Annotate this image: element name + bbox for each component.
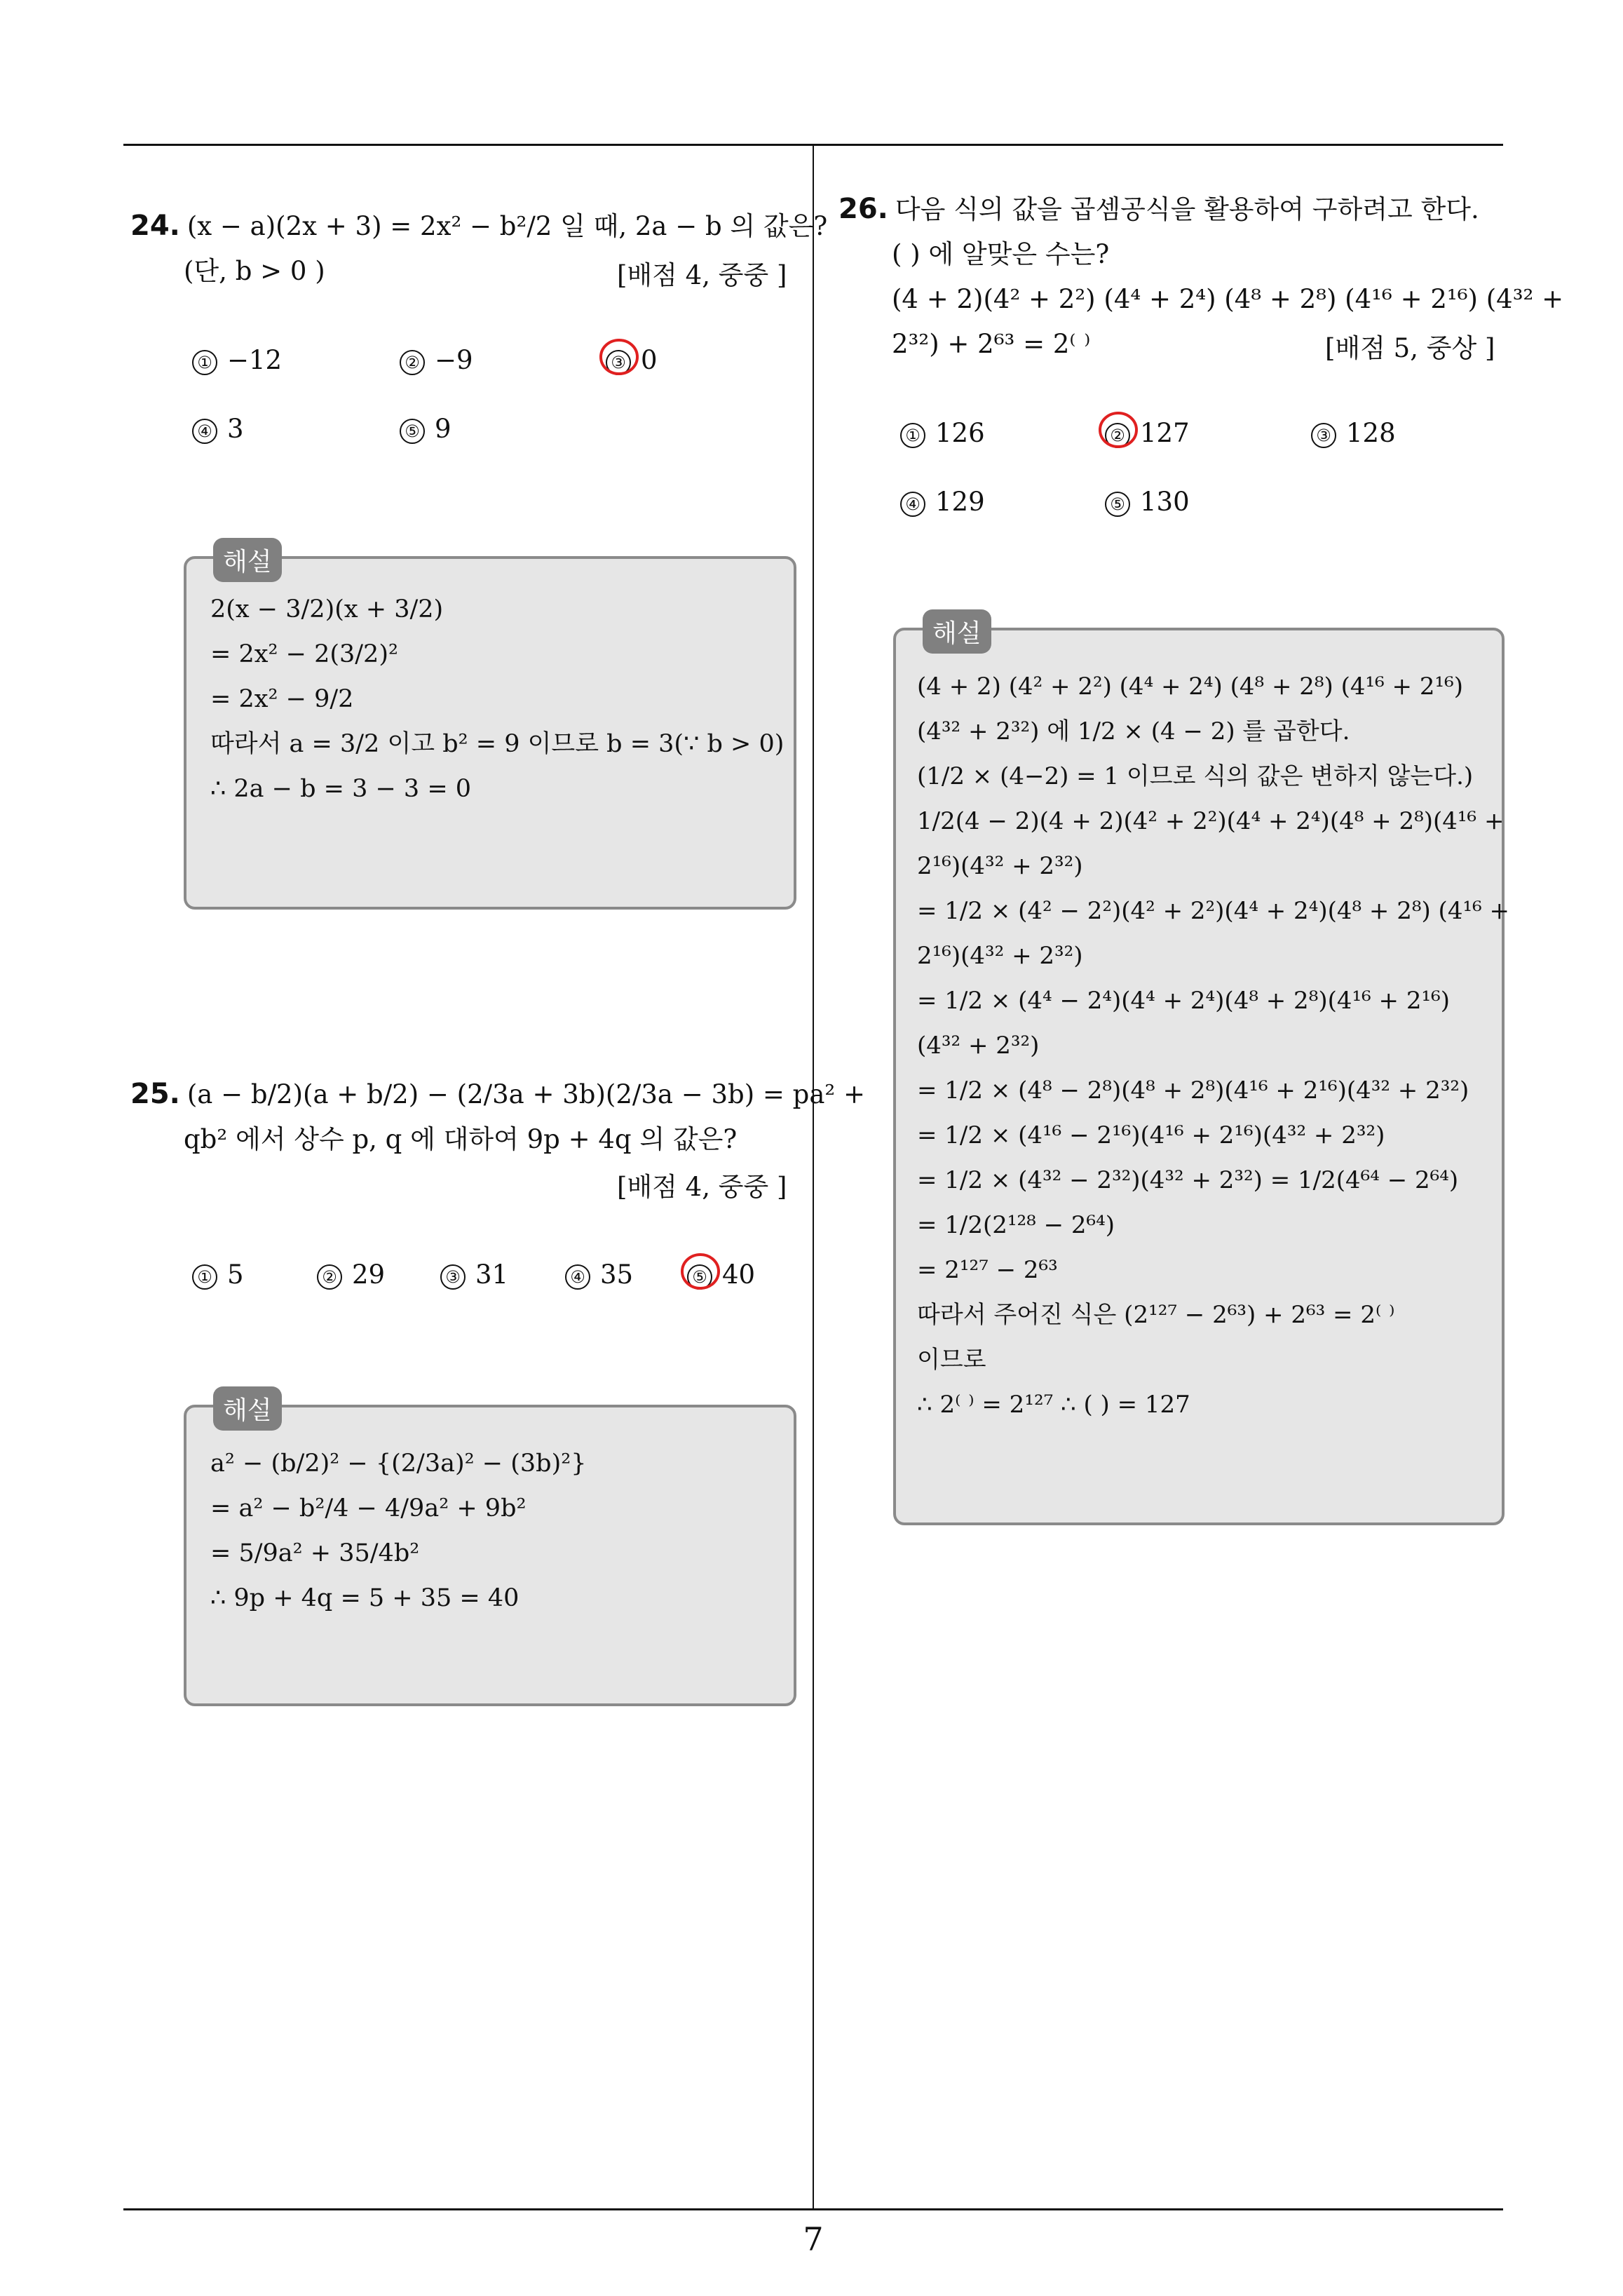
solution-line: = 1/2(2¹²⁸ − 2⁶⁴) [917,1211,1115,1239]
solution-line: 따라서 주어진 식은 (2¹²⁷ − 2⁶³) + 2⁶³ = 2⁽ ⁾ [917,1301,1395,1329]
choice-value: 9 [435,414,451,444]
solution-line: (1/2 × (4−2) = 1 이므로 식의 값은 변하지 않는다.) [917,762,1474,790]
choice-mark: ③ [1311,423,1336,448]
choice-mark: ② [1105,423,1130,448]
solution-line: = 2x² − 9/2 [210,685,354,713]
choice-value: 29 [352,1260,386,1290]
solution-lines [210,587,784,811]
choice-mark: ① [900,423,925,448]
solution-line: = 1/2 × (4³² − 2³²)(4³² + 2³²) = 1/2(4⁶⁴ − 2⁶⁴) [917,1166,1459,1194]
choice-value: 31 [475,1260,509,1290]
solution-line: = 2x² − 2(3/2)² [210,640,399,668]
grade-label: [배점 5, 중상 ] [1325,333,1495,363]
question-stem-cont: ( ) 에 알맞은 수는? [892,239,1110,269]
choice-mark: ② [400,350,425,375]
solution-lines [917,664,1509,1427]
choice-value: −9 [435,345,473,375]
choice-mark: ④ [565,1264,590,1290]
solution-line: = 5/9a² + 35/4b² [210,1539,420,1567]
solution-line: a² − (b/2)² − {(2/3a)² − (3b)²} [210,1450,587,1478]
choice-value: 5 [227,1260,244,1290]
grade-label: [배점 4, 중중 ] [617,260,787,290]
solution-line: = 1/2 × (4² − 2²)(4² + 2²)(4⁴ + 2⁴)(4⁸ + 2⁸) (4¹⁶ + [917,897,1510,925]
solution-line: (4 + 2) (4² + 2²) (4⁴ + 2⁴) (4⁸ + 2⁸) (4¹⁶ + 2¹⁶) [917,673,1464,701]
question-stem-cont: (단, b > 0 ) [184,256,325,286]
page-number: 7 [803,2220,824,2258]
solution-tag: 해설 [213,538,282,582]
choice-mark: ⑤ [687,1264,712,1290]
grade-label: [배점 4, 중중 ] [617,1172,787,1202]
choice-mark: ④ [900,492,925,517]
solution-tag: 해설 [213,1386,282,1431]
choice-4[interactable] [192,414,244,444]
choice-value: 3 [227,414,244,444]
choice-2[interactable] [317,1260,385,1290]
choice-3[interactable] [1311,418,1396,448]
choice-5[interactable] [687,1260,755,1290]
choice-mark: ⑤ [1105,492,1130,517]
choice-1[interactable] [192,1260,244,1290]
solution-line: = 1/2 × (4¹⁶ − 2¹⁶)(4¹⁶ + 2¹⁶)(4³² + 2³²) [917,1121,1385,1149]
solution-line: ∴ 9p + 4q = 5 + 35 = 40 [210,1584,520,1612]
choice-mark: ② [317,1264,342,1290]
question-stem: (a − b/2)(a + b/2) − (2/3a + 3b)(2/3a − 3b) = pa² + [186,1079,865,1109]
choice-value: 127 [1140,418,1190,448]
choice-mark: ④ [192,419,217,444]
solution-line: (4³² + 2³²) 에 1/2 × (4 − 2) 를 곱한다. [917,717,1350,745]
solution-line: = 2¹²⁷ − 2⁶³ [917,1256,1058,1284]
choice-value: −12 [227,345,283,375]
solution-tag: 해설 [923,609,991,654]
solution-line: 2¹⁶)(4³² + 2³²) [917,852,1083,880]
choice-1[interactable] [192,345,282,375]
choice-mark: ③ [440,1264,466,1290]
solution-line: ∴ 2⁽ ⁾ = 2¹²⁷ ∴ ( ) = 127 [917,1391,1190,1419]
solution-line: = 1/2 × (4⁸ − 2⁸)(4⁸ + 2⁸)(4¹⁶ + 2¹⁶)(4³² + 2³²) [917,1076,1469,1105]
question-stem: (x − a)(2x + 3) = 2x² − b²/2 일 때, 2a − b 의 값은? [186,211,828,241]
solution-line: ∴ 2a − b = 3 − 3 = 0 [210,775,472,803]
choice-5[interactable] [1105,487,1190,517]
choice-5[interactable] [400,414,451,444]
bottom-rule [123,2208,1503,2210]
choice-value: 129 [935,487,985,517]
question-stem: 다음 식의 값을 곱셈공식을 활용하여 구하려고 한다. [895,194,1479,224]
question-stem-cont: 2³²) + 2⁶³ = 2⁽ ⁾ [892,329,1091,359]
choice-3[interactable] [440,1260,508,1290]
choice-value: 130 [1140,487,1190,517]
question-number: 25. [130,1078,180,1110]
choice-2[interactable] [1105,418,1190,448]
choice-1[interactable] [900,418,985,448]
choice-value: 126 [935,418,985,448]
column-divider [813,144,814,2210]
choice-value: 35 [600,1260,634,1290]
solution-box-24 [184,548,796,910]
choice-value: 40 [722,1260,756,1290]
choice-mark: ⑤ [400,419,425,444]
solution-line: 따라서 a = 3/2 이고 b² = 9 이므로 b = 3(∵ b > 0) [210,730,785,758]
solution-line: (4³² + 2³²) [917,1032,1040,1060]
solution-box-25 [184,1396,796,1706]
solution-line: 2¹⁶)(4³² + 2³²) [917,942,1083,970]
question-stem-cont: qb² 에서 상수 p, q 에 대하여 9p + 4q 의 값은? [184,1124,738,1154]
solution-box-26 [893,619,1510,1525]
choice-4[interactable] [900,487,985,517]
choice-mark: ① [192,350,217,375]
solution-line: 이므로 [917,1346,986,1374]
choice-2[interactable] [400,345,473,375]
choice-value: 0 [641,345,658,375]
question-25 [130,1072,865,1162]
solution-line: = 1/2 × (4⁴ − 2⁴)(4⁴ + 2⁴)(4⁸ + 2⁸)(4¹⁶ + 2¹⁶) [917,987,1451,1015]
choice-mark: ③ [606,350,631,375]
solution-line: 1/2(4 − 2)(4 + 2)(4² + 2²)(4⁴ + 2⁴)(4⁸ + 2⁸)(4¹⁶ + [917,807,1505,835]
solution-line: 2(x − 3/2)(x + 3/2) [210,595,444,623]
solution-line: = a² − b²/4 − 4/9a² + 9b² [210,1494,527,1522]
question-number: 26. [838,193,888,225]
question-number: 24. [130,210,180,242]
choice-4[interactable] [565,1260,633,1290]
choice-value: 128 [1346,418,1396,448]
question-stem-cont: (4 + 2)(4² + 2²) (4⁴ + 2⁴) (4⁸ + 2⁸) (4¹⁶ + 2¹⁶) (4³² + [892,284,1564,314]
solution-lines [210,1441,587,1621]
choice-3[interactable] [606,345,658,375]
choice-mark: ① [192,1264,217,1290]
